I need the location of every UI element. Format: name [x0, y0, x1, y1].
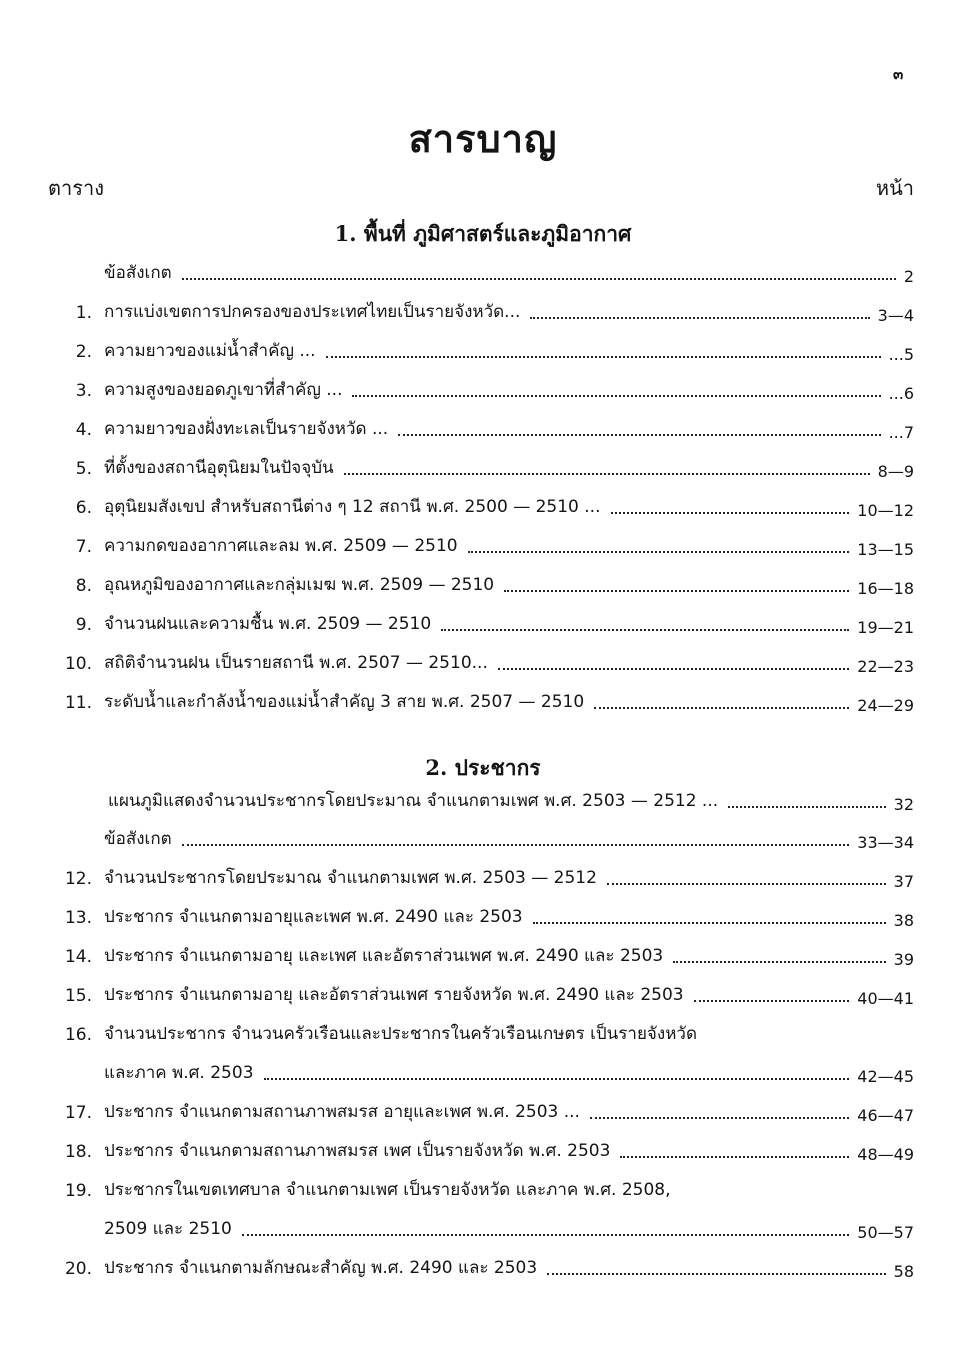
- column-header-table: ตาราง: [48, 176, 104, 200]
- leader-dots: [547, 1272, 885, 1275]
- leader-dots: [441, 628, 849, 631]
- entry-title: ประชากร จำแนกตามสถานภาพสมรส เพศ เป็นรายจังหวัด พ.ศ. 2503: [104, 1141, 611, 1161]
- entry-number: 9.: [75, 615, 92, 635]
- toc-entry[interactable]: [0, 689, 966, 719]
- entry-page: 42—45: [857, 1067, 914, 1086]
- leader-dots: [504, 589, 849, 592]
- section-heading-2: 2. ประชากร: [425, 755, 541, 780]
- column-header-page: หน้า: [875, 176, 914, 200]
- entry-page: ...6: [888, 384, 914, 403]
- leader-dots: [242, 1233, 849, 1236]
- entry-title: ข้อสังเกต: [104, 829, 172, 849]
- toc-entry[interactable]: [0, 943, 966, 973]
- leader-dots: [344, 472, 870, 475]
- entry-title: และภาค พ.ศ. 2503: [104, 1063, 254, 1083]
- entry-page: ...7: [888, 423, 914, 442]
- toc-entry[interactable]: [0, 533, 966, 563]
- toc-entry[interactable]: [0, 1255, 966, 1285]
- entry-number: 17.: [64, 1103, 92, 1123]
- section-heading-1: 1. พื้นที่ ภูมิศาสตร์และภูมิอากาศ: [334, 221, 632, 246]
- entry-number: 3.: [75, 381, 92, 401]
- leader-dots: [607, 882, 886, 885]
- toc-entry[interactable]: [0, 788, 966, 818]
- entry-number: 1.: [75, 303, 92, 323]
- leader-dots: [590, 1116, 849, 1119]
- leader-dots: [530, 316, 869, 319]
- leader-dots: [694, 999, 850, 1002]
- toc-entry[interactable]: [0, 260, 966, 290]
- toc-entry[interactable]: [0, 338, 966, 368]
- entry-title: ข้อสังเกต: [104, 263, 172, 283]
- toc-entry[interactable]: [0, 299, 966, 329]
- leader-dots: [264, 1077, 850, 1080]
- entry-number: 14.: [64, 947, 92, 967]
- entry-number: 6.: [75, 498, 92, 518]
- entry-number: 4.: [75, 420, 92, 440]
- toc-entry[interactable]: [0, 650, 966, 680]
- entry-title: ความสูงของยอดภูเขาที่สำคัญ ...: [104, 380, 343, 400]
- toc-entry[interactable]: [0, 1138, 966, 1168]
- entry-page: 19—21: [857, 618, 914, 637]
- toc-entry[interactable]: [0, 377, 966, 407]
- leader-dots: [398, 433, 880, 436]
- entry-number: 12.: [64, 869, 92, 889]
- entry-page: 39: [893, 950, 914, 969]
- toc-entry[interactable]: [0, 416, 966, 446]
- entry-number: 16.: [64, 1025, 92, 1045]
- toc-entry[interactable]: [0, 982, 966, 1012]
- entry-page: 33—34: [857, 833, 914, 852]
- entry-page: 16—18: [857, 579, 914, 598]
- entry-number: 15.: [64, 986, 92, 1006]
- toc-entry[interactable]: [0, 611, 966, 641]
- toc-entry[interactable]: [0, 455, 966, 485]
- leader-dots: [620, 1155, 849, 1158]
- entry-title: แผนภูมิแสดงจำนวนประชากรโดยประมาณ จำแนกตามเพศ พ.ศ. 2503 — 2512 ...: [108, 791, 719, 811]
- entry-number: 11.: [64, 693, 92, 713]
- entry-title: ประชากร จำแนกตามอายุ และเพศ และอัตราส่วนเพศ พ.ศ. 2490 และ 2503: [104, 946, 664, 966]
- entry-number: 13.: [64, 908, 92, 928]
- entry-title: ประชากร จำแนกตามอายุและเพศ พ.ศ. 2490 และ 2503: [104, 907, 523, 927]
- entry-number: 19.: [64, 1181, 92, 1201]
- toc-entry[interactable]: [0, 904, 966, 934]
- entry-page: 8—9: [877, 462, 914, 481]
- entry-page: 32: [893, 795, 914, 814]
- entry-page: 48—49: [857, 1145, 914, 1164]
- entry-number: 5.: [75, 459, 92, 479]
- entry-page: 58: [893, 1262, 914, 1281]
- entry-title: จำนวนฝนและความชื้น พ.ศ. 2509 — 2510: [104, 614, 432, 634]
- toc-entry-continuation[interactable]: [0, 1216, 966, 1246]
- entry-title: 2509 และ 2510: [104, 1219, 232, 1239]
- entry-page: 24—29: [857, 696, 914, 715]
- entry-title: ประชากร จำแนกตามลักษณะสำคัญ พ.ศ. 2490 และ 2503: [104, 1258, 538, 1278]
- entry-title: สถิติจำนวนฝน เป็นรายสถานี พ.ศ. 2507 — 2510...: [104, 653, 488, 673]
- leader-dots: [468, 550, 850, 553]
- entry-number: 10.: [64, 654, 92, 674]
- entry-title: ประชากร จำแนกตามสถานภาพสมรส อายุและเพศ พ.ศ. 2503 ...: [104, 1102, 580, 1122]
- entry-page: 50—57: [857, 1223, 914, 1242]
- entry-title: จำนวนประชากร จำนวนครัวเรือนและประชากรในครัวเรือนเกษตร เป็นรายจังหวัด: [104, 1024, 697, 1044]
- entry-title: อุณหภูมิของอากาศและกลุ่มเมฆ พ.ศ. 2509 — 2510: [104, 575, 495, 595]
- leader-dots: [352, 394, 880, 397]
- toc-entry-continuation[interactable]: [0, 1060, 966, 1090]
- entry-title: จำนวนประชากรโดยประมาณ จำแนกตามเพศ พ.ศ. 2503 — 2512: [104, 868, 597, 888]
- entry-page: 2: [903, 267, 914, 286]
- entry-title: ความยาวของแม่น้ำสำคัญ ...: [104, 341, 316, 361]
- page-title: สารบาญ: [408, 117, 558, 161]
- entry-title: การแบ่งเขตการปกครองของประเทศไทยเป็นรายจังหวัด...: [104, 302, 521, 322]
- entry-number: 7.: [75, 537, 92, 557]
- entry-page: 38: [893, 911, 914, 930]
- entry-number: 8.: [75, 576, 92, 596]
- entry-title: ประชากร จำแนกตามอายุ และอัตราส่วนเพศ รายจังหวัด พ.ศ. 2490 และ 2503: [104, 985, 684, 1005]
- page-number: ๓: [893, 65, 904, 83]
- entry-page: 3—4: [877, 306, 914, 325]
- entry-page: 13—15: [857, 540, 914, 559]
- entry-page: 22—23: [857, 657, 914, 676]
- toc-entry[interactable]: [0, 494, 966, 524]
- toc-entry[interactable]: [0, 1021, 966, 1051]
- entry-number: 18.: [64, 1142, 92, 1162]
- entry-page: 37: [893, 872, 914, 891]
- leader-dots: [728, 805, 886, 808]
- toc-entry[interactable]: [0, 572, 966, 602]
- leader-dots: [326, 355, 881, 358]
- leader-dots: [182, 277, 896, 280]
- toc-entry[interactable]: [0, 865, 966, 895]
- toc-entry[interactable]: [0, 1099, 966, 1129]
- leader-dots: [533, 921, 886, 924]
- leader-dots: [611, 511, 850, 514]
- entry-title: ประชากรในเขตเทศบาล จำแนกตามเพศ เป็นรายจังหวัด และภาค พ.ศ. 2508,: [104, 1180, 671, 1200]
- entry-title: ความยาวของฝั่งทะเลเป็นรายจังหวัด ...: [104, 419, 389, 439]
- leader-dots: [498, 667, 849, 670]
- entry-number: 20.: [64, 1259, 92, 1279]
- entry-page: 10—12: [857, 501, 914, 520]
- toc-entry[interactable]: [0, 826, 966, 856]
- entry-title: ระดับน้ำและกำลังน้ำของแม่น้ำสำคัญ 3 สาย พ.ศ. 2507 — 2510: [104, 692, 585, 712]
- entry-number: 2.: [75, 342, 92, 362]
- entry-page: ...5: [888, 345, 914, 364]
- leader-dots: [673, 960, 885, 963]
- entry-title: ความกดของอากาศและลม พ.ศ. 2509 — 2510: [104, 536, 458, 556]
- entry-title: อุตุนิยมสังเขป สำหรับสถานีต่าง ๆ 12 สถานี พ.ศ. 2500 — 2510 ...: [104, 497, 601, 517]
- leader-dots: [594, 706, 849, 709]
- leader-dots: [182, 843, 850, 846]
- entry-page: 46—47: [857, 1106, 914, 1125]
- entry-page: 40—41: [857, 989, 914, 1008]
- toc-entry[interactable]: [0, 1177, 966, 1207]
- entry-title: ที่ตั้งของสถานีอุตุนิยมในปัจจุบัน: [104, 458, 334, 478]
